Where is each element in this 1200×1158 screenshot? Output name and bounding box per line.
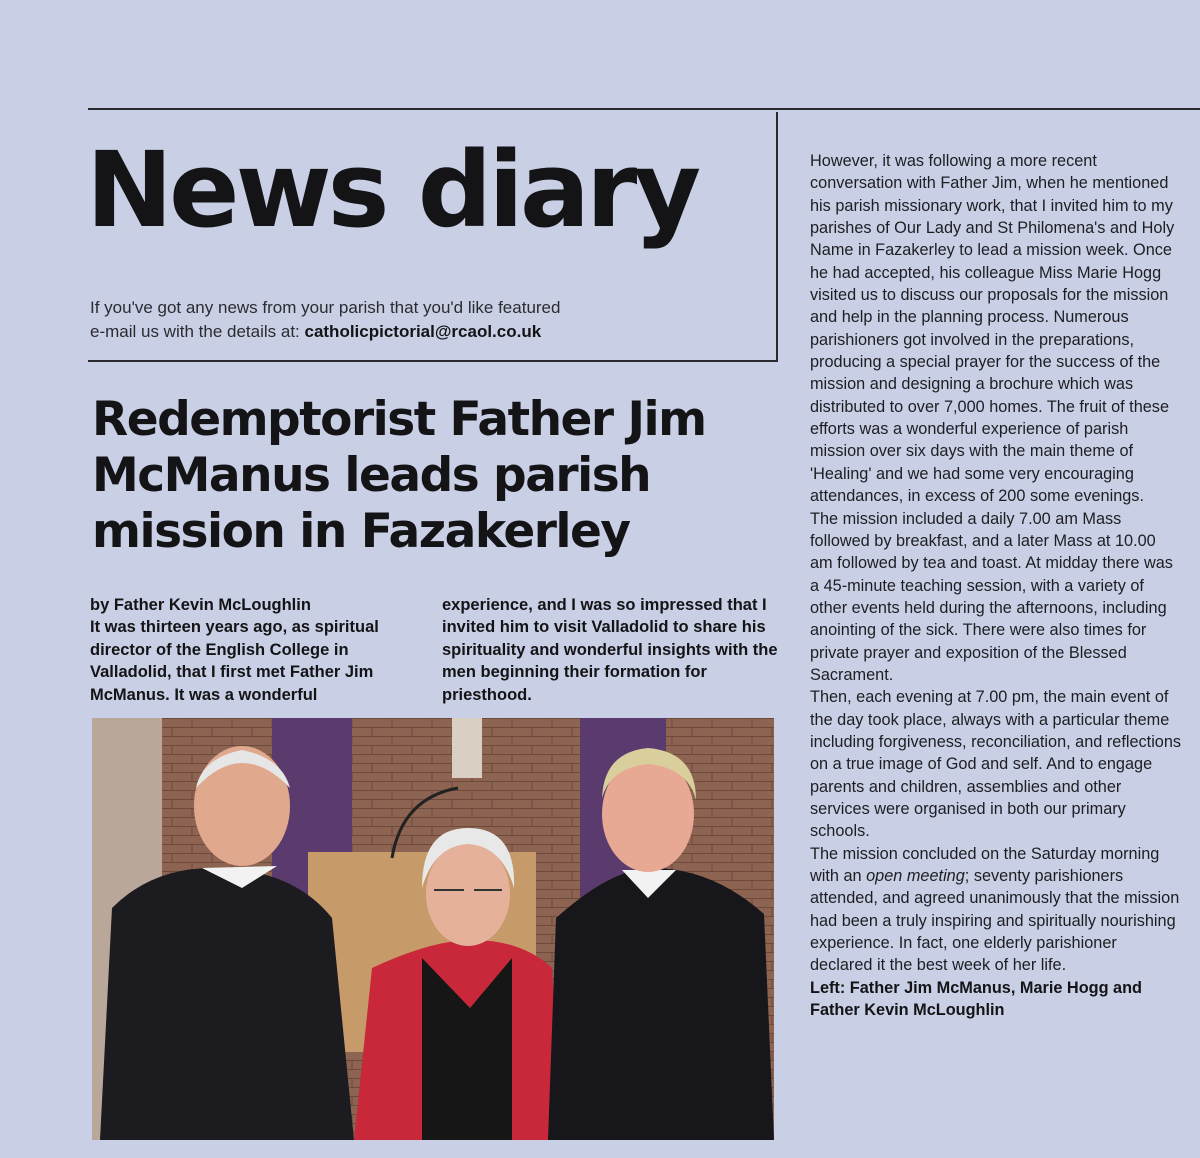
header-divider <box>776 112 778 360</box>
header-bottom-rule <box>88 360 778 362</box>
section-title: News diary <box>86 129 698 251</box>
lead-column-left <box>90 594 420 706</box>
closing-text-a: The mission concluded on the Saturday morning with an <box>810 844 1160 885</box>
article-photo <box>92 718 774 1140</box>
submission-note-line: If you've got any news from your parish that you'd like featured <box>90 298 561 317</box>
lead-text-part2: experience, and I was so impressed that I invited him to visit Valladolid to share his spirituality and wonderful insights with the men beginning their formation for priesthood. <box>442 596 778 704</box>
wall-frame <box>452 718 482 778</box>
article-body <box>810 150 1182 1021</box>
submission-email-line <box>90 320 770 344</box>
contact-email: catholicpictorial@rcaol.co.uk <box>304 322 542 341</box>
email-prefix: e-mail us with the details at: <box>90 322 305 341</box>
article-headline: Redemptorist Father Jim McManus leads parish mission in Fazakerley <box>92 392 706 559</box>
closing-emphasis: open meeting <box>866 867 965 885</box>
top-rule <box>88 108 1200 110</box>
body-paragraph: The mission included a daily 7.00 am Mass followed by breakfast, and a later Mass at 10.00 am followed by tea and toast. At midday there was a 45-minute teaching session, with a variety of other events held during the afternoons, including anointing of the sick. There were also times for private prayer and exposition of the Blessed Sacrament. <box>810 509 1173 684</box>
photo-illustration <box>92 718 774 1140</box>
photo-caption: Left: Father Jim McManus, Marie Hogg and Father Kevin McLoughlin <box>810 978 1142 1020</box>
byline: by Father Kevin McLoughlin <box>90 596 311 614</box>
closing-text-b: ; seventy parishioners attended, and agreed unanimously that the mission had been a truly inspiring and spiritually nourishing experience. In fact, one elderly parishioner declared it the best week of her life. <box>810 867 1180 975</box>
submission-note <box>90 296 770 344</box>
lead-text-part1: It was thirteen years ago, as spiritual director of the English College in Valladolid, that I first met Father Jim McManus. It was a wonderful <box>90 618 379 704</box>
body-paragraph: However, it was following a more recent conversation with Father Jim, when he mentioned his parish missionary work, that I invited him to my parishes of Our Lady and St Philomena's and Holy Name in Fazakerley to lead a mission week. Once he had accepted, his colleague Miss Marie Hogg visited us to discuss our proposals for the mission and help in the planning process. Numerous parishioners got involved in the preparations, producing a special prayer for the success of the mission and designing a brochure which was distributed to over 7,000 homes. The fruit of these efforts was a wonderful experience of parish mission over six days with the main theme of 'Healing' and we had some very encouraging attendances, in excess of 200 some evenings. <box>810 152 1175 506</box>
body-paragraph-closing <box>810 843 1182 977</box>
lead-column-right <box>442 594 778 706</box>
body-paragraph: Then, each evening at 7.00 pm, the main event of the day took place, always with a particular theme including forgiveness, reconciliation, and reflections on a true image of God and self. And to engage parents and children, assemblies and other services were organised in both our primary schools. <box>810 688 1182 841</box>
